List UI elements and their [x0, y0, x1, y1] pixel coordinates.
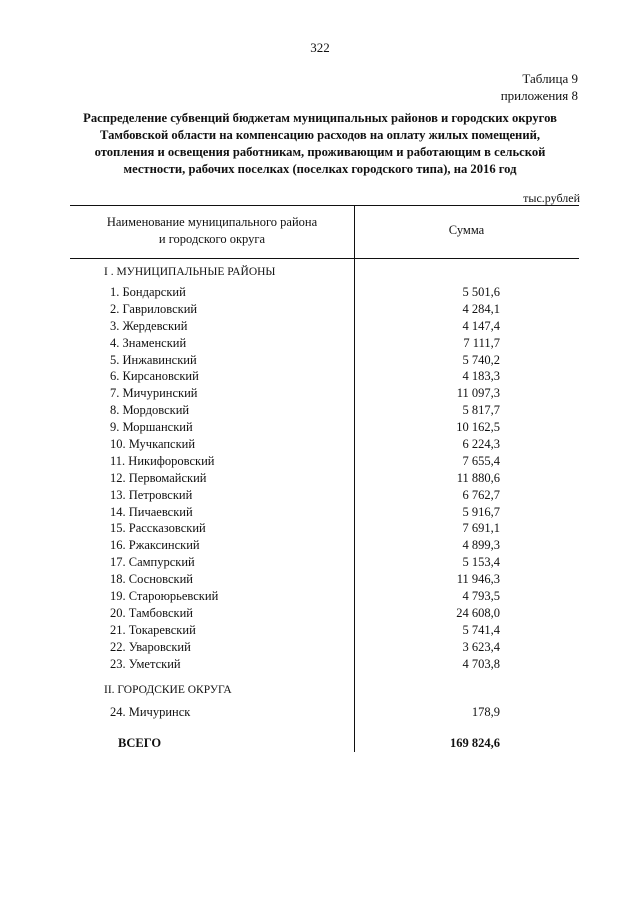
table-row	[0, 454, 640, 471]
row-value: 24 608,0	[456, 605, 500, 620]
table-row	[0, 319, 640, 336]
page-number: 322	[310, 40, 330, 55]
table-row	[0, 437, 640, 454]
document-title	[70, 110, 570, 178]
table-row	[0, 302, 640, 319]
table-row	[0, 705, 640, 722]
table-row	[0, 555, 640, 572]
row-name: 13. Петровский	[110, 487, 193, 502]
table-row	[0, 403, 640, 420]
title-line: Распределение субвенций бюджетам муниципальных районов и городских округов	[83, 111, 557, 125]
table-row	[0, 623, 640, 640]
row-value: 11 946,3	[456, 572, 500, 587]
header-sum-column: Сумма	[448, 223, 485, 237]
title-line: Тамбовской области на компенсацию расходов на оплату жилых помещений,	[100, 128, 540, 142]
row-name: 10. Мучкапский	[110, 437, 196, 452]
table-row	[0, 386, 640, 403]
row-value: 5 817,7	[462, 403, 500, 418]
row-name: 4. Знаменский	[110, 335, 187, 350]
table-ref-line1: Таблица 9	[522, 71, 578, 86]
row-name: 16. Ржаксинский	[110, 538, 200, 553]
row-value: 5 740,2	[462, 352, 500, 367]
header-name-column	[70, 214, 354, 248]
row-value: 4 703,8	[462, 656, 500, 671]
row-value: 4 147,4	[462, 318, 500, 333]
table-row	[0, 657, 640, 674]
table-row	[0, 606, 640, 623]
row-name: 2. Гавриловский	[110, 301, 198, 316]
table-row	[0, 353, 640, 370]
row-name: 9. Моршанский	[110, 420, 193, 435]
table-row	[0, 589, 640, 606]
row-name: 7. Мичуринский	[110, 386, 198, 401]
row-value: 7 691,1	[462, 521, 500, 536]
row-name: 21. Токаревский	[110, 622, 196, 637]
row-value: 4 284,1	[462, 301, 500, 316]
row-value: 10 162,5	[456, 420, 500, 435]
row-value: 4 793,5	[462, 589, 500, 604]
table-row	[0, 420, 640, 437]
section-heading-city-districts: II. ГОРОДСКИЕ ОКРУГА	[104, 684, 232, 696]
row-name: 12. Первомайский	[110, 470, 207, 485]
row-name: 15. Рассказовский	[110, 521, 206, 536]
table-row	[0, 369, 640, 386]
row-name: 22. Уваровский	[110, 639, 191, 654]
total-label: ВСЕГО	[118, 736, 162, 750]
row-name: 1. Бондарский	[110, 285, 186, 299]
table-top-border	[70, 205, 579, 206]
row-name: 23. Уметский	[110, 656, 181, 671]
table-row	[0, 521, 640, 538]
table-row	[0, 285, 640, 302]
row-value: 11 097,3	[456, 386, 500, 401]
table-row	[0, 488, 640, 505]
row-name: 20. Тамбовский	[110, 605, 193, 620]
row-value: 11 880,6	[456, 470, 500, 485]
row-name: 6. Кирсановский	[110, 369, 199, 384]
header-bottom-border	[70, 258, 579, 259]
row-value: 178,9	[471, 705, 500, 719]
title-line: местности, рабочих поселках (поселках городского типа), на 2016 год	[123, 162, 517, 176]
table-ref-line2: приложения 8	[500, 88, 578, 103]
row-value: 6 224,3	[462, 437, 500, 452]
table-row	[0, 471, 640, 488]
row-name: 18. Сосновский	[110, 572, 193, 587]
row-value: 7 111,7	[463, 335, 500, 350]
row-value: 4 899,3	[462, 538, 500, 553]
district-rows	[0, 285, 640, 673]
table-row	[0, 572, 640, 589]
row-name: 5. Инжавинский	[110, 352, 197, 367]
row-name: 3. Жердевский	[110, 318, 188, 333]
row-value: 3 623,4	[462, 639, 500, 654]
table-row	[0, 640, 640, 657]
row-value: 7 655,4	[462, 453, 500, 468]
table-row	[0, 538, 640, 555]
row-value: 4 183,3	[462, 369, 500, 384]
row-value: 5 741,4	[462, 622, 500, 637]
row-name: 24. Мичуринск	[110, 705, 191, 719]
row-name: 8. Мордовский	[110, 403, 190, 418]
section-heading-districts: I . МУНИЦИПАЛЬНЫЕ РАЙОНЫ	[104, 266, 276, 278]
total-value: 169 824,6	[450, 736, 500, 750]
row-value: 5 916,7	[462, 504, 500, 519]
row-value: 5 153,4	[462, 555, 500, 570]
title-line: отопления и освещения работникам, проживающим и работающим в сельской	[94, 145, 546, 159]
row-name: 14. Пичаевский	[110, 504, 193, 519]
table-row	[0, 505, 640, 522]
row-name: 17. Сампурский	[110, 555, 195, 570]
row-name: 19. Староюрьевский	[110, 589, 219, 604]
units-label: тыс.рублей	[523, 191, 580, 205]
row-value: 5 501,6	[462, 285, 500, 299]
row-name: 11. Никифоровский	[110, 453, 215, 468]
table-row	[0, 336, 640, 353]
header-name-line2: и городского округа	[158, 232, 266, 246]
header-name-line1: Наименование муниципального района	[106, 215, 318, 229]
row-value: 6 762,7	[462, 487, 500, 502]
